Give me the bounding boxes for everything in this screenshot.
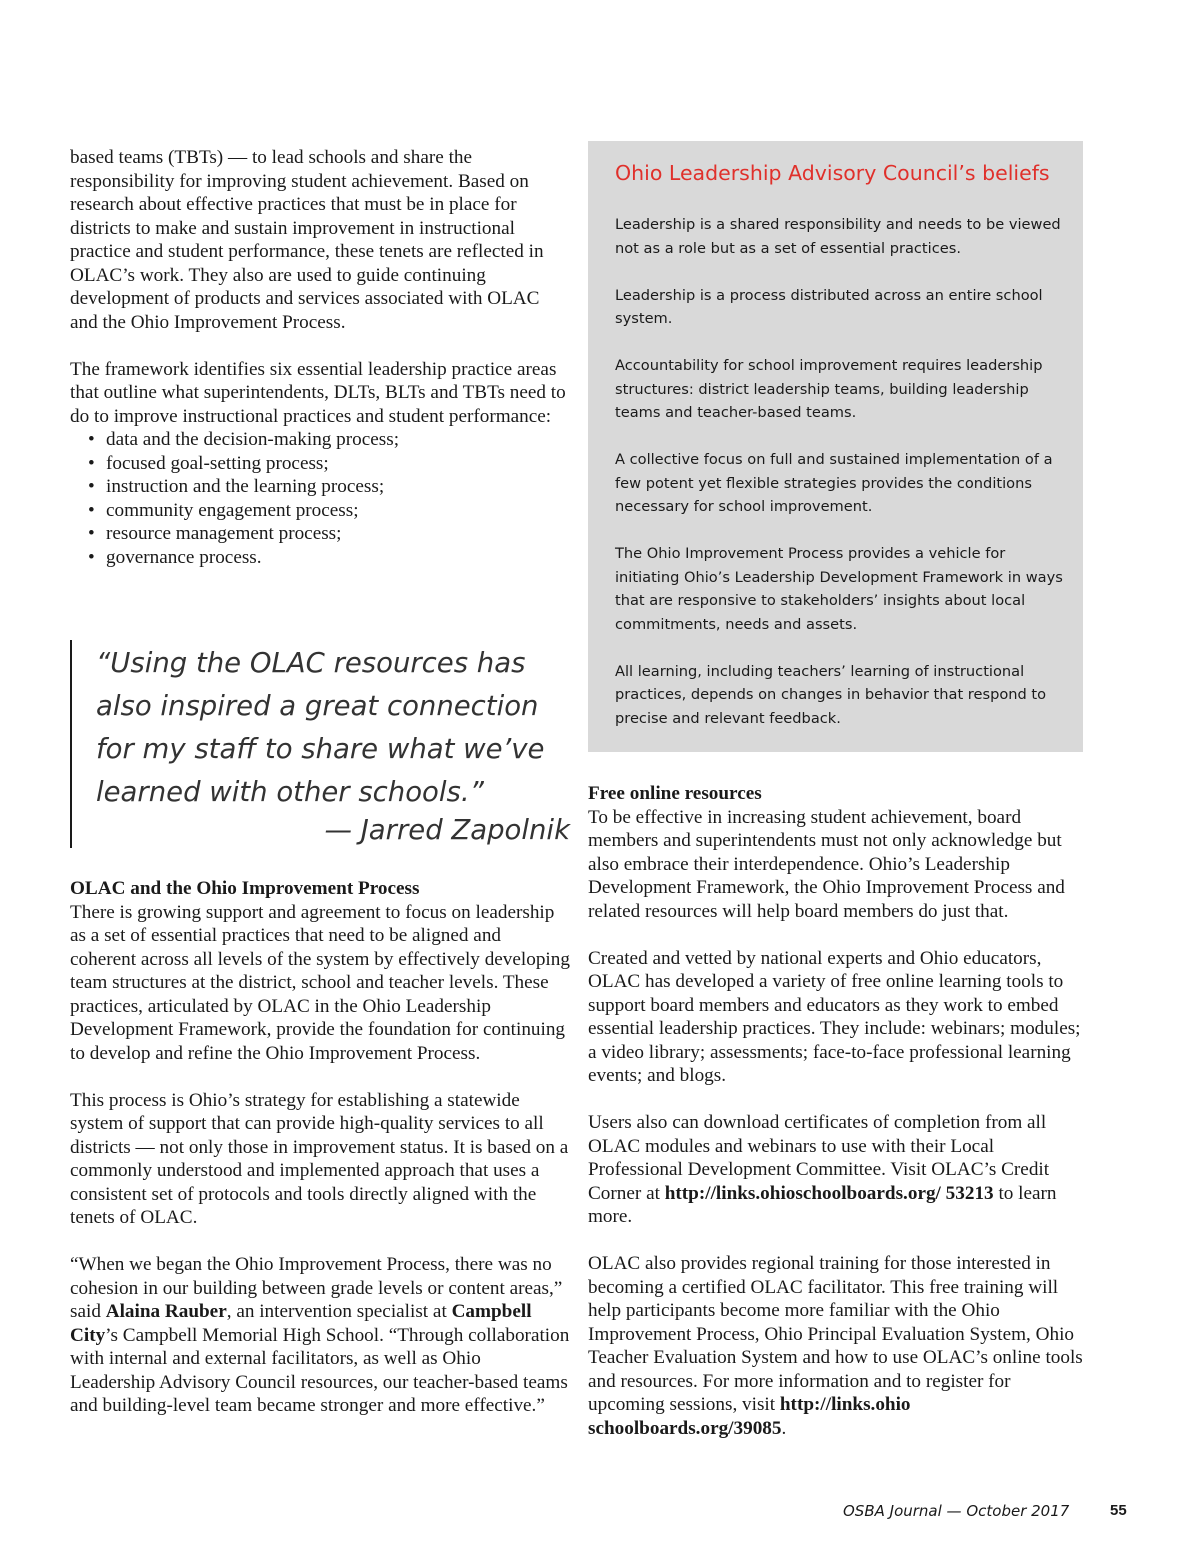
olac-paragraph-1: There is growing support and agreement to focus on leadership as a set of essential practices that need to be aligned and coherent across all levels of the system by effectively developing team structures at the district, school and teacher levels. These practices, articulated by OLAC in the Ohio Leadership Development Framework, provide the foundation for continuing to develop and refine the Ohio Improvement Process. [70, 901, 570, 1064]
list-item: • instruction and the learning process; [88, 475, 570, 499]
paragraph-text: . [781, 1417, 787, 1439]
footer-publication: OSBA Journal — October 2017 [843, 1502, 1070, 1520]
paragraph-text: OLAC also provides regional training for those interested in becoming a certified OLAC facilitator. This free training will help participants become more familiar with the Ohio Improvement Process, Ohio Principal Evaluation System, Ohio Teacher Evaluation System and how to use OLAC’s online tools and resources. For more information and to register for upcoming sessions, visit [588, 1253, 1083, 1415]
beliefs-list [615, 213, 1065, 730]
pull-quote-author: — Jarred Zapolnik [324, 814, 570, 846]
list-item: • resource management process; [88, 522, 570, 546]
list-item: • data and the decision-making process; [88, 428, 570, 452]
credit-corner-link[interactable]: http://links.ohioschoolboards.org/ 53213 [664, 1182, 994, 1204]
resources-paragraph-1: To be effective in increasing student achievement, board members and superintendents must not only acknowledge but also embrace their interdependence. Ohio’s Leadership Development Framework, the Ohio Improvement Process and related resources will help board members do just that. [588, 806, 1065, 922]
resources-paragraph-4 [588, 1252, 1088, 1440]
section-heading: Free online resources [588, 783, 762, 804]
quote-text-part: “When we began the Ohio Improvement Process, there was no cohesion in our building between grade levels or content areas,” said [70, 1254, 563, 1322]
section-heading: OLAC and the Ohio Improvement Process [70, 878, 420, 899]
district-name: Campbell City [70, 1301, 532, 1346]
left-column [70, 146, 570, 569]
list-item: • focused goal-setting process; [88, 452, 570, 476]
paragraph-text: Users also can download certificates of completion from all OLAC modules and webinars to use with their Local Professional Development Committee. Visit OLAC’s Credit Corner at [588, 1112, 1050, 1204]
quote-text-part: ’s Campbell Memorial High School. “Through collaboration with internal and external facilitators, as well as Ohio Leadership Advisory Council resources, our teacher-based teams and building-level team became stronger and more effective.” [70, 1324, 570, 1416]
resources-paragraph-3 [588, 1111, 1088, 1229]
belief-item: Accountability for school improvement requires leadership structures: district leadership teams, building leadership teams and teacher-based teams. [615, 357, 1043, 421]
resources-section [588, 782, 1088, 1440]
training-link[interactable]: http://links.ohio schoolboards.org/39085 [588, 1394, 911, 1439]
belief-item: Leadership is a process distributed across an entire school system. [615, 286, 1043, 327]
olac-section [70, 877, 570, 1418]
quote-text-part: , an intervention specialist at [226, 1301, 452, 1322]
framework-paragraph: The framework identifies six essential leadership practice areas that outline what superintendents, DLTs, BLTs and TBTs need to do to improve instructional practices and student performance: [70, 358, 566, 427]
belief-item: Leadership is a shared responsibility and needs to be viewed not as a role but as a set of essential practices. [615, 216, 1061, 257]
beliefs-sidebar [588, 141, 1083, 752]
practice-areas-list [70, 428, 570, 569]
belief-item: A collective focus on full and sustained implementation of a few potent yet flexible strategies provides the conditions necessary for school improvement. [615, 451, 1053, 515]
person-name: Alaina Rauber [105, 1301, 227, 1322]
list-item: • governance process. [88, 546, 570, 570]
paragraph-text: to learn more. [588, 1182, 1057, 1227]
resources-paragraph-2: Created and vetted by national experts and Ohio educators, OLAC has developed a variety of free online learning tools to support board members and educators as they work to embed essential leadership practices. They include: webinars; modules; a video library; assessments; face-to-face professional learning events; and blogs. [588, 947, 1081, 1086]
intro-paragraph: based teams (TBTs) — to lead schools and share the responsibility for improving student achievement. Based on research about effective practices that must be in place for districts to make and sustain improvement in instructional practice and student performance, these tenets are reflected in OLAC’s work. They also are used to guide continuing development of products and services associated with OLAC and the Ohio Improvement Process. [70, 147, 544, 333]
list-item: • community engagement process; [88, 499, 570, 523]
olac-paragraph-2: This process is Ohio’s strategy for establishing a statewide system of support that can provide high-quality services to all districts — not only those in improvement status. It is based on a commonly understood and implemented approach that uses a consistent set of protocols and tools directly aligned with the tenets of OLAC. [70, 1089, 569, 1228]
pull-quote-text: “Using the OLAC resources has also inspired a great connection for my staff to share what we’ve learned with other schools.” [96, 647, 545, 808]
page-number: 55 [1110, 1502, 1127, 1519]
belief-item: All learning, including teachers’ learning of instructional practices, depends on changes in behavior that respond to precise and relevant feedback. [615, 662, 1047, 727]
belief-item: The Ohio Improvement Process provides a vehicle for initiating Ohio’s Leadership Development Framework in ways that are responsive to stakeholders’ insights about local commitments, needs and assets. [615, 545, 1063, 633]
sidebar-title: Ohio Leadership Advisory Council’s beliefs [615, 161, 1050, 185]
pull-quote [70, 640, 572, 848]
olac-paragraph-3 [70, 1253, 570, 1418]
